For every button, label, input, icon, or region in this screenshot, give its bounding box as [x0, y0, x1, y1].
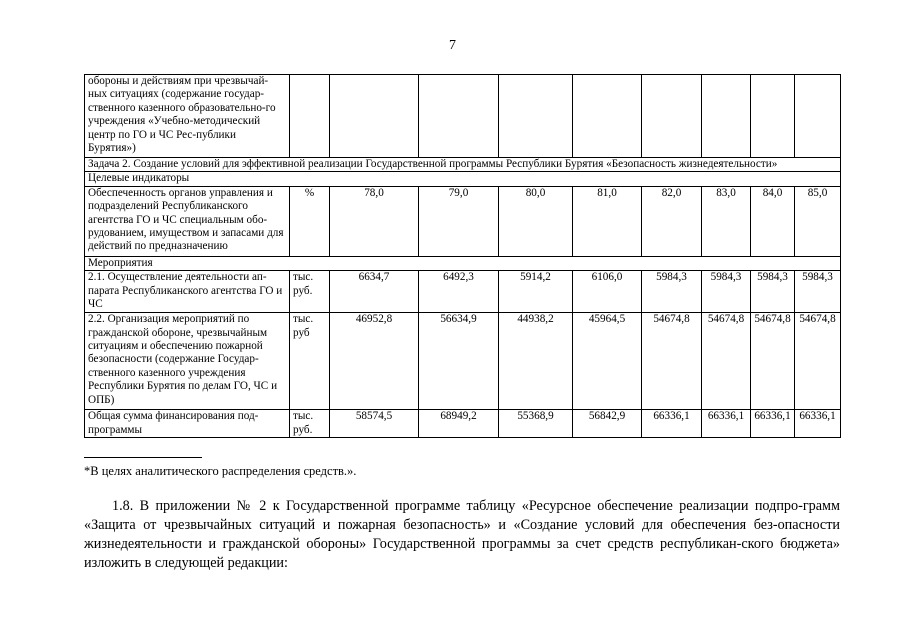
value-cell: 80,0	[499, 186, 573, 256]
value-cell: 78,0	[330, 186, 419, 256]
measure-row	[85, 271, 841, 313]
empty-cell	[290, 75, 330, 158]
value-cell: 5984,3	[795, 271, 841, 313]
program-table	[84, 74, 841, 438]
indicator-row	[85, 186, 841, 256]
measure-row	[85, 313, 841, 410]
indicators-header-row	[85, 172, 841, 186]
value-cell: 44938,2	[499, 313, 573, 410]
row-name-cell: Общая сумма финансирования под-программы	[85, 410, 290, 438]
row-name-cell: 2.2. Организация мероприятий по гражданской обороне, чрезвычайным ситуациям и обеспечению пожарной безопасности (содержание Государ-ственного казенного учреждения Республики Бурятия по делам ГО, ЧС и ОПБ)	[85, 313, 290, 410]
value-cell: 54674,8	[642, 313, 702, 410]
table-row-continued	[85, 75, 841, 158]
unit-cell: тыс. руб	[290, 313, 330, 410]
footnote-divider	[84, 457, 202, 458]
footnote: *В целях аналитического распределения средств.».	[84, 464, 357, 478]
value-cell: 54674,8	[702, 313, 751, 410]
value-cell: 66336,1	[795, 410, 841, 438]
empty-cell	[419, 75, 499, 158]
value-cell: 6634,7	[330, 271, 419, 313]
value-cell: 79,0	[419, 186, 499, 256]
value-cell: 45964,5	[573, 313, 642, 410]
value-cell: 66336,1	[642, 410, 702, 438]
value-cell: 5984,3	[642, 271, 702, 313]
body-paragraph: 1.8. В приложении № 2 к Государственной программе таблицу «Ресурсное обеспечение реализации подпро-грамм «Защита от чрезвычайных ситуаций и пожарная безопасность» и «Создание условий для обеспечения без-опасности жизнедеятельности и гражданской обороны» Государственной программы за счет средств республикан-ского бюджета» изложить в следующей редакции:	[84, 498, 840, 571]
value-cell: 58574,5	[330, 410, 419, 438]
unit-cell: тыс. руб.	[290, 271, 330, 313]
row-name-cell: Обеспеченность органов управления и подразделений Республиканского агентства ГО и ЧС специальным обо-рудованием, имуществом и запасами для действий по предназначению	[85, 186, 290, 256]
unit-cell: тыс. руб.	[290, 410, 330, 438]
value-cell: 5984,3	[702, 271, 751, 313]
measures-header-row	[85, 256, 841, 270]
task-header-row	[85, 158, 841, 172]
value-cell: 83,0	[702, 186, 751, 256]
measures-header: Мероприятия	[85, 256, 841, 270]
total-row	[85, 410, 841, 438]
empty-cell	[499, 75, 573, 158]
row-name-cell: обороны и действиям при чрезвычай-ных ситуациях (содержание государ-ственного казенного образовательно-го учреждения «Учебно-методический центр по ГО и ЧС Рес-публики Бурятия»)	[85, 75, 290, 158]
indicators-header: Целевые индикаторы	[85, 172, 841, 186]
empty-cell	[642, 75, 702, 158]
value-cell: 5914,2	[499, 271, 573, 313]
empty-cell	[330, 75, 419, 158]
value-cell: 54674,8	[795, 313, 841, 410]
value-cell: 66336,1	[751, 410, 795, 438]
value-cell: 56842,9	[573, 410, 642, 438]
value-cell: 46952,8	[330, 313, 419, 410]
value-cell: 54674,8	[751, 313, 795, 410]
value-cell: 55368,9	[499, 410, 573, 438]
value-cell: 6106,0	[573, 271, 642, 313]
value-cell: 6492,3	[419, 271, 499, 313]
row-name-cell: 2.1. Осуществление деятельности ап-парата Республиканского агентства ГО и ЧС	[85, 271, 290, 313]
value-cell: 56634,9	[419, 313, 499, 410]
empty-cell	[795, 75, 841, 158]
empty-cell	[573, 75, 642, 158]
unit-cell: %	[290, 186, 330, 256]
value-cell: 81,0	[573, 186, 642, 256]
value-cell: 5984,3	[751, 271, 795, 313]
value-cell: 66336,1	[702, 410, 751, 438]
task-header: Задача 2. Создание условий для эффективной реализации Государственной программы Республики Бурятия «Безопасность жизнедеятельности»	[85, 158, 841, 172]
value-cell: 68949,2	[419, 410, 499, 438]
empty-cell	[702, 75, 751, 158]
empty-cell	[751, 75, 795, 158]
value-cell: 85,0	[795, 186, 841, 256]
value-cell: 84,0	[751, 186, 795, 256]
page-number: 7	[449, 38, 456, 53]
value-cell: 82,0	[642, 186, 702, 256]
